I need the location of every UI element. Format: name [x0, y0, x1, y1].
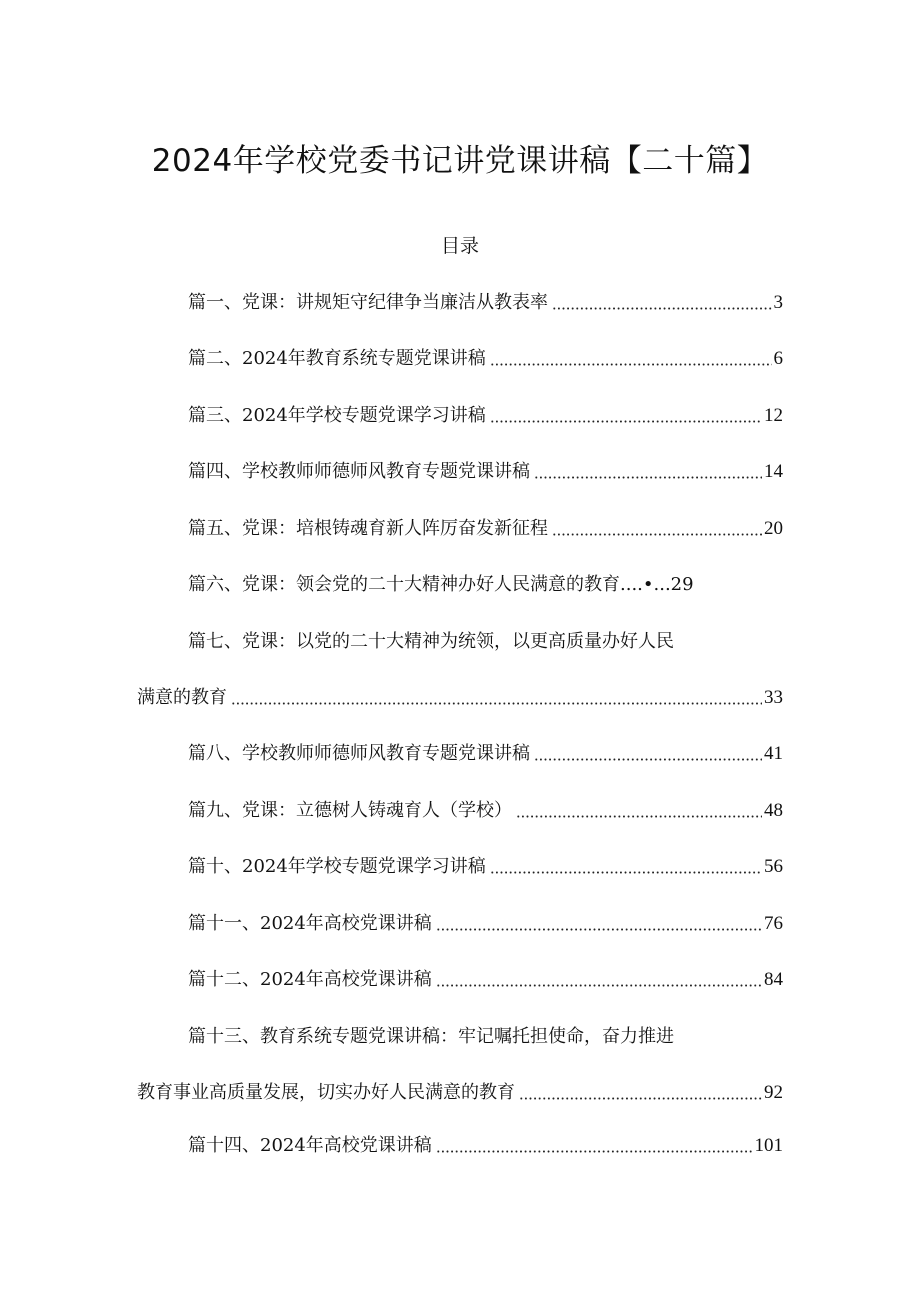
- toc-entry-title: 篇十四、2024年高校党课讲稿: [188, 1135, 432, 1156]
- toc-page-number: 20: [764, 518, 783, 539]
- toc-entry: [188, 851, 783, 881]
- toc-entry: [188, 569, 783, 599]
- toc-entry-title: 篇五、党课：培根铸魂育新人阵厉奋发新征程: [188, 518, 548, 539]
- dot-leader: [552, 533, 762, 536]
- toc-entry: [188, 1130, 783, 1160]
- toc-entry-title: 篇二、2024年教育系统专题党课讲稿: [188, 348, 486, 369]
- dot-leader: [519, 1097, 762, 1100]
- dot-leader: [516, 815, 762, 818]
- toc-page-number: 84: [764, 969, 783, 990]
- toc-page-number: 56: [764, 856, 783, 877]
- dot-leader: [490, 363, 772, 366]
- toc-page-number: 3: [773, 292, 783, 313]
- toc-entry: [188, 908, 783, 938]
- dot-leader: [534, 476, 762, 479]
- toc-heading: 目录: [440, 235, 479, 257]
- toc-entry-title: 篇六、党课：领会党的二十大精神办好人民满意的教育....•...29: [188, 574, 694, 595]
- dot-leader: [436, 928, 762, 931]
- dot-leader: [552, 307, 772, 310]
- toc-page-number: 14: [764, 461, 783, 482]
- toc-entry-continuation: [137, 682, 783, 712]
- toc-entry-title: 篇一、党课：讲规矩守纪律争当廉洁从教表率: [188, 292, 548, 313]
- toc-page-number: 101: [754, 1135, 783, 1156]
- toc-entry-title: 篇七、党课：以党的二十大精神为统领，以更高质量办好人民: [188, 631, 674, 652]
- dot-leader: [436, 1150, 753, 1153]
- toc-page-number: 92: [764, 1082, 783, 1103]
- dot-leader: [490, 420, 762, 423]
- toc-entry-title: 篇八、学校教师师德师风教育专题党课讲稿: [188, 743, 530, 764]
- toc-page-number: 76: [764, 913, 783, 934]
- page-title: 2024年学校党委书记讲党课讲稿【二十篇】: [151, 143, 769, 179]
- toc-entry-title: 篇十二、2024年高校党课讲稿: [188, 969, 432, 990]
- toc-entry-title: 篇十一、2024年高校党课讲稿: [188, 913, 432, 934]
- toc-entry: [188, 287, 783, 317]
- toc-entry-title: 篇三、2024年学校专题党课学习讲稿: [188, 405, 486, 426]
- toc-entry-title: 满意的教育: [137, 687, 227, 708]
- dot-leader: [534, 758, 762, 761]
- toc-entry: [188, 795, 783, 825]
- toc-entry: [188, 964, 783, 994]
- toc-entry-title: 篇十、2024年学校专题党课学习讲稿: [188, 856, 486, 877]
- toc-page-number: 6: [773, 348, 783, 369]
- toc-entry-title: 篇九、党课：立德树人铸魂育人（学校）: [188, 800, 512, 821]
- toc-page-number: 33: [764, 687, 783, 708]
- toc-page-number: 12: [764, 405, 783, 426]
- toc-page-number: 48: [764, 800, 783, 821]
- toc-entry-title: 篇四、学校教师师德师风教育专题党课讲稿: [188, 461, 530, 482]
- toc-entry-title: 篇十三、教育系统专题党课讲稿：牢记嘱托担使命，奋力推进: [188, 1026, 674, 1047]
- toc-entry: [188, 513, 783, 543]
- toc-entry: [188, 738, 783, 768]
- dot-leader: [490, 871, 762, 874]
- toc-page-number: 41: [764, 743, 783, 764]
- toc-entry-title: 教育事业高质量发展，切实办好人民满意的教育: [137, 1082, 515, 1103]
- dot-leader: [436, 984, 762, 987]
- toc-entry: [188, 456, 783, 486]
- toc-entry: [188, 400, 783, 430]
- dot-leader: [231, 702, 762, 705]
- toc-entry-continuation: [137, 1077, 783, 1107]
- toc-entry-continued: [188, 1021, 783, 1051]
- toc-entry-continued: [188, 626, 783, 656]
- toc-entry: [188, 343, 783, 373]
